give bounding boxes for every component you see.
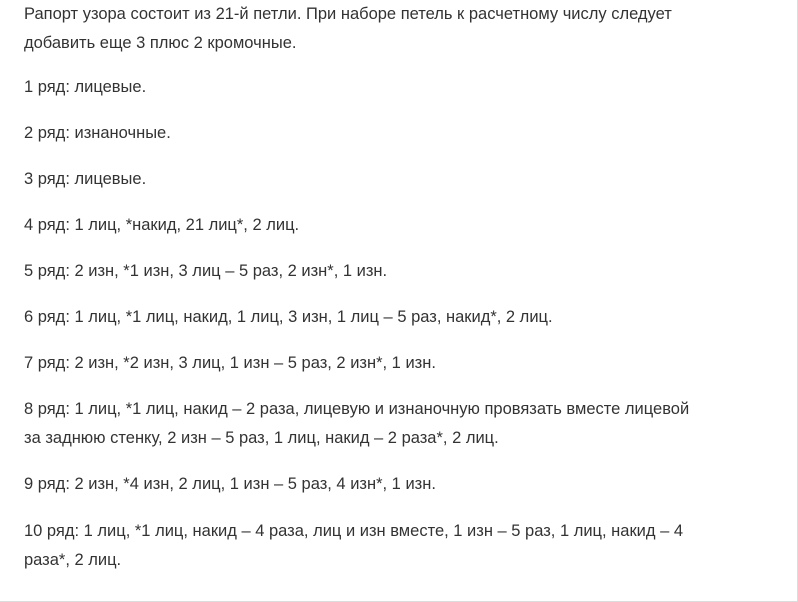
row-4-instruction: 4 ряд: 1 лиц, *накид, 21 лиц*, 2 лиц. [24, 216, 300, 234]
row-5-instruction: 5 ряд: 2 изн, *1 изн, 3 лиц – 5 раз, 2 изн*, 1 изн. [24, 262, 388, 280]
pattern-instructions [24, 0, 696, 575]
row-2-instruction: 2 ряд: изнаночные. [24, 124, 171, 142]
intro-paragraph: Рапорт узора состоит из 21-й петли. При наборе петель к расчетному числу следует добавить еще 3 плюс 2 кромочные. [24, 5, 672, 52]
row-6-instruction: 6 ряд: 1 лиц, *1 лиц, накид, 1 лиц, 3 изн, 1 лиц – 5 раз, накид*, 2 лиц. [24, 308, 553, 326]
row-10-instruction: 10 ряд: 1 лиц, *1 лиц, накид – 4 раза, лиц и изн вместе, 1 изн – 5 раз, 1 лиц, накид – 4 раза*, 2 лиц. [24, 522, 684, 569]
row-9-instruction: 9 ряд: 2 изн, *4 изн, 2 лиц, 1 изн – 5 раз, 4 изн*, 1 изн. [24, 475, 436, 493]
row-7-instruction: 7 ряд: 2 изн, *2 изн, 3 лиц, 1 изн – 5 раз, 2 изн*, 1 изн. [24, 354, 436, 372]
row-1-instruction: 1 ряд: лицевые. [24, 78, 147, 96]
row-3-instruction: 3 ряд: лицевые. [24, 170, 147, 188]
row-8-instruction: 8 ряд: 1 лиц, *1 лиц, накид – 2 раза, лицевую и изнаночную провязать вместе лицевой за заднюю стенку, 2 изн – 5 раз, 1 лиц, накид – 2 раза*, 2 лиц. [24, 400, 690, 447]
